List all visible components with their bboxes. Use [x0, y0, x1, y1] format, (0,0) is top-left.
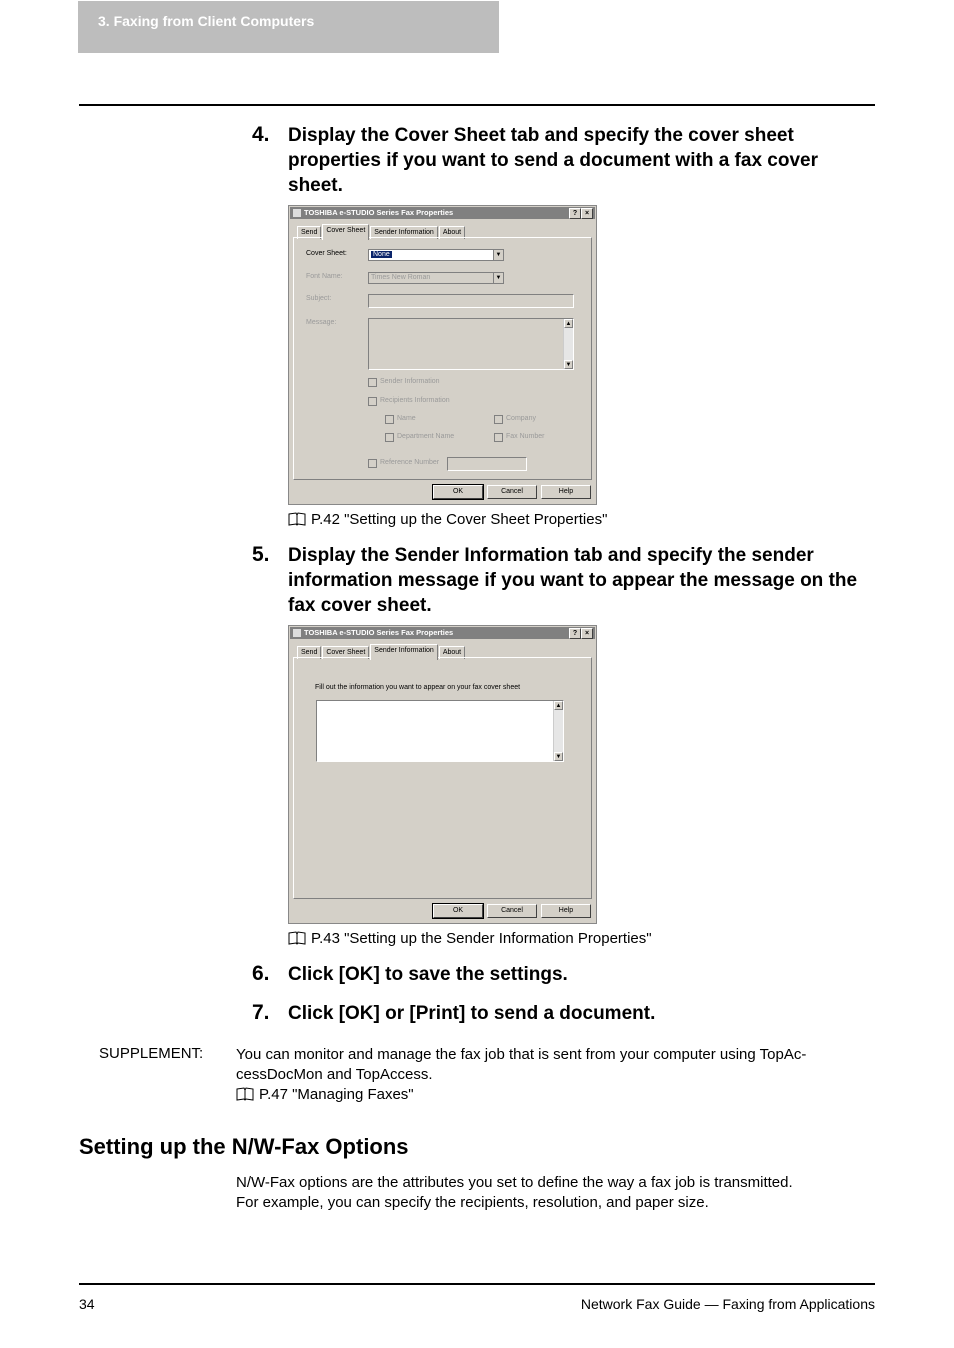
recipients-information-checkbox [368, 397, 377, 406]
ok-button[interactable]: OK [433, 904, 483, 918]
book-icon [288, 512, 306, 526]
fax-number-label: Fax Number [506, 433, 545, 440]
help-button[interactable]: Help [541, 485, 591, 499]
fax-number-checkbox [494, 433, 503, 442]
tab-sender-information[interactable]: Sender Information [370, 644, 438, 660]
reference-number-checkbox [368, 459, 377, 468]
supplement-line-1: You can monitor and manage the fax job that is sent from your computer using TopAc- [236, 1046, 807, 1063]
step-6-number: 6. [252, 962, 270, 985]
sender-message-field[interactable] [316, 700, 564, 762]
cover-sheet-reference[interactable] [288, 511, 607, 528]
sender-information-label: Sender Information [380, 378, 440, 385]
dialog-titlebar [290, 627, 595, 639]
step-4-number: 4. [252, 123, 270, 146]
printer-icon [293, 629, 301, 637]
help-button[interactable]: Help [541, 904, 591, 918]
close-icon[interactable]: × [581, 628, 593, 639]
name-checkbox [385, 415, 394, 424]
dialog-title: TOSHIBA e-STUDIO Series Fax Properties [304, 628, 454, 637]
instruction-label: Fill out the information you want to appear on your fax cover sheet [315, 684, 521, 691]
message-label: Message: [306, 319, 337, 326]
step-4-text: Display the Cover Sheet tab and specify the cover sheet properties if you want to send a document with a fax cover sheet. [288, 125, 818, 196]
header-rule [79, 104, 875, 106]
tab-about[interactable]: About [439, 226, 465, 239]
message-scrollbar [563, 319, 573, 369]
sender-information-reference-text: P.43 "Setting up the Sender Information Properties" [311, 930, 652, 947]
step-5-number: 5. [252, 543, 270, 566]
chapter-tab [78, 1, 499, 53]
section-title: Setting up the N/W-Fax Options [79, 1134, 409, 1159]
cancel-button[interactable]: Cancel [487, 904, 537, 918]
reference-number-label: Reference Number [380, 459, 440, 466]
cancel-button[interactable]: Cancel [487, 485, 537, 499]
cover-sheet-dialog [288, 205, 597, 505]
font-name-label: Font Name: [306, 273, 343, 280]
subject-label: Subject: [306, 295, 332, 302]
step-5-text: Display the Sender Information tab and specify the sender information message if you want to appear the message on the fax cover sheet. [288, 545, 858, 616]
section-line-1: N/W-Fax options are the attributes you set to define the way a fax job is transmitted. [236, 1174, 793, 1191]
scroll-down-icon: ▼ [565, 362, 572, 368]
tab-about[interactable]: About [439, 646, 465, 659]
step-7-number: 7. [252, 1001, 270, 1024]
supplement-label: SUPPLEMENT: [99, 1045, 204, 1062]
step-7-text: Click [OK] or [Print] to send a document. [288, 1003, 656, 1024]
sender-information-reference[interactable] [288, 930, 652, 947]
company-checkbox [494, 415, 503, 424]
scroll-up-icon: ▲ [565, 321, 572, 327]
tab-cover-sheet[interactable]: Cover Sheet [322, 224, 369, 240]
dialog-title: TOSHIBA e-STUDIO Series Fax Properties [304, 208, 454, 217]
footer-rule [79, 1283, 875, 1285]
step-6-text: Click [OK] to save the settings. [288, 964, 568, 985]
dialog-titlebar [290, 207, 595, 219]
tab-cover-sheet[interactable]: Cover Sheet [322, 646, 369, 659]
department-label: Department Name [397, 433, 455, 440]
sender-information-checkbox [368, 378, 377, 387]
printer-icon [293, 209, 301, 217]
font-name-select: Times New Roman ▼ [368, 272, 504, 284]
tab-send[interactable]: Send [297, 226, 321, 239]
tab-send[interactable]: Send [297, 646, 321, 659]
book-icon [288, 931, 306, 945]
managing-faxes-reference-text: P.47 "Managing Faxes" [259, 1086, 414, 1103]
book-icon [236, 1087, 254, 1101]
chevron-down-icon[interactable]: ▼ [493, 250, 503, 260]
ok-button[interactable]: OK [433, 485, 483, 499]
scroll-up-icon[interactable]: ▲ [555, 703, 562, 709]
chevron-down-icon: ▼ [493, 273, 503, 283]
cover-sheet-reference-text: P.42 "Setting up the Cover Sheet Properties" [311, 511, 608, 528]
close-icon[interactable]: × [581, 208, 593, 219]
department-checkbox [385, 433, 394, 442]
tab-bar [297, 644, 466, 658]
cover-sheet-label: Cover Sheet: [306, 250, 347, 257]
supplement-line-2: cessDocMon and TopAccess. [236, 1066, 433, 1083]
section-line-2: For example, you can specify the recipients, resolution, and paper size. [236, 1194, 709, 1211]
sender-information-dialog [288, 625, 597, 924]
cover-sheet-select[interactable]: None ▼ [368, 249, 504, 261]
scroll-down-icon[interactable]: ▼ [555, 754, 562, 760]
help-icon[interactable]: ? [569, 208, 581, 219]
page-number: 34 [79, 1296, 95, 1312]
footer-title: Network Fax Guide — Faxing from Applications [580, 1296, 875, 1312]
message-field [368, 318, 574, 370]
tab-bar [297, 224, 466, 238]
recipients-information-label: Recipients Information [380, 397, 450, 404]
name-label: Name [397, 415, 416, 422]
cover-sheet-panel [293, 237, 592, 480]
message-scrollbar[interactable] [553, 701, 563, 761]
company-label: Company [506, 415, 536, 422]
tab-sender-information[interactable]: Sender Information [370, 226, 438, 239]
managing-faxes-reference[interactable] [236, 1086, 414, 1103]
chapter-title: 3. Faxing from Client Computers [98, 13, 315, 29]
subject-field [368, 294, 574, 308]
help-icon[interactable]: ? [569, 628, 581, 639]
reference-number-field [447, 457, 527, 471]
sender-information-panel [293, 657, 592, 899]
